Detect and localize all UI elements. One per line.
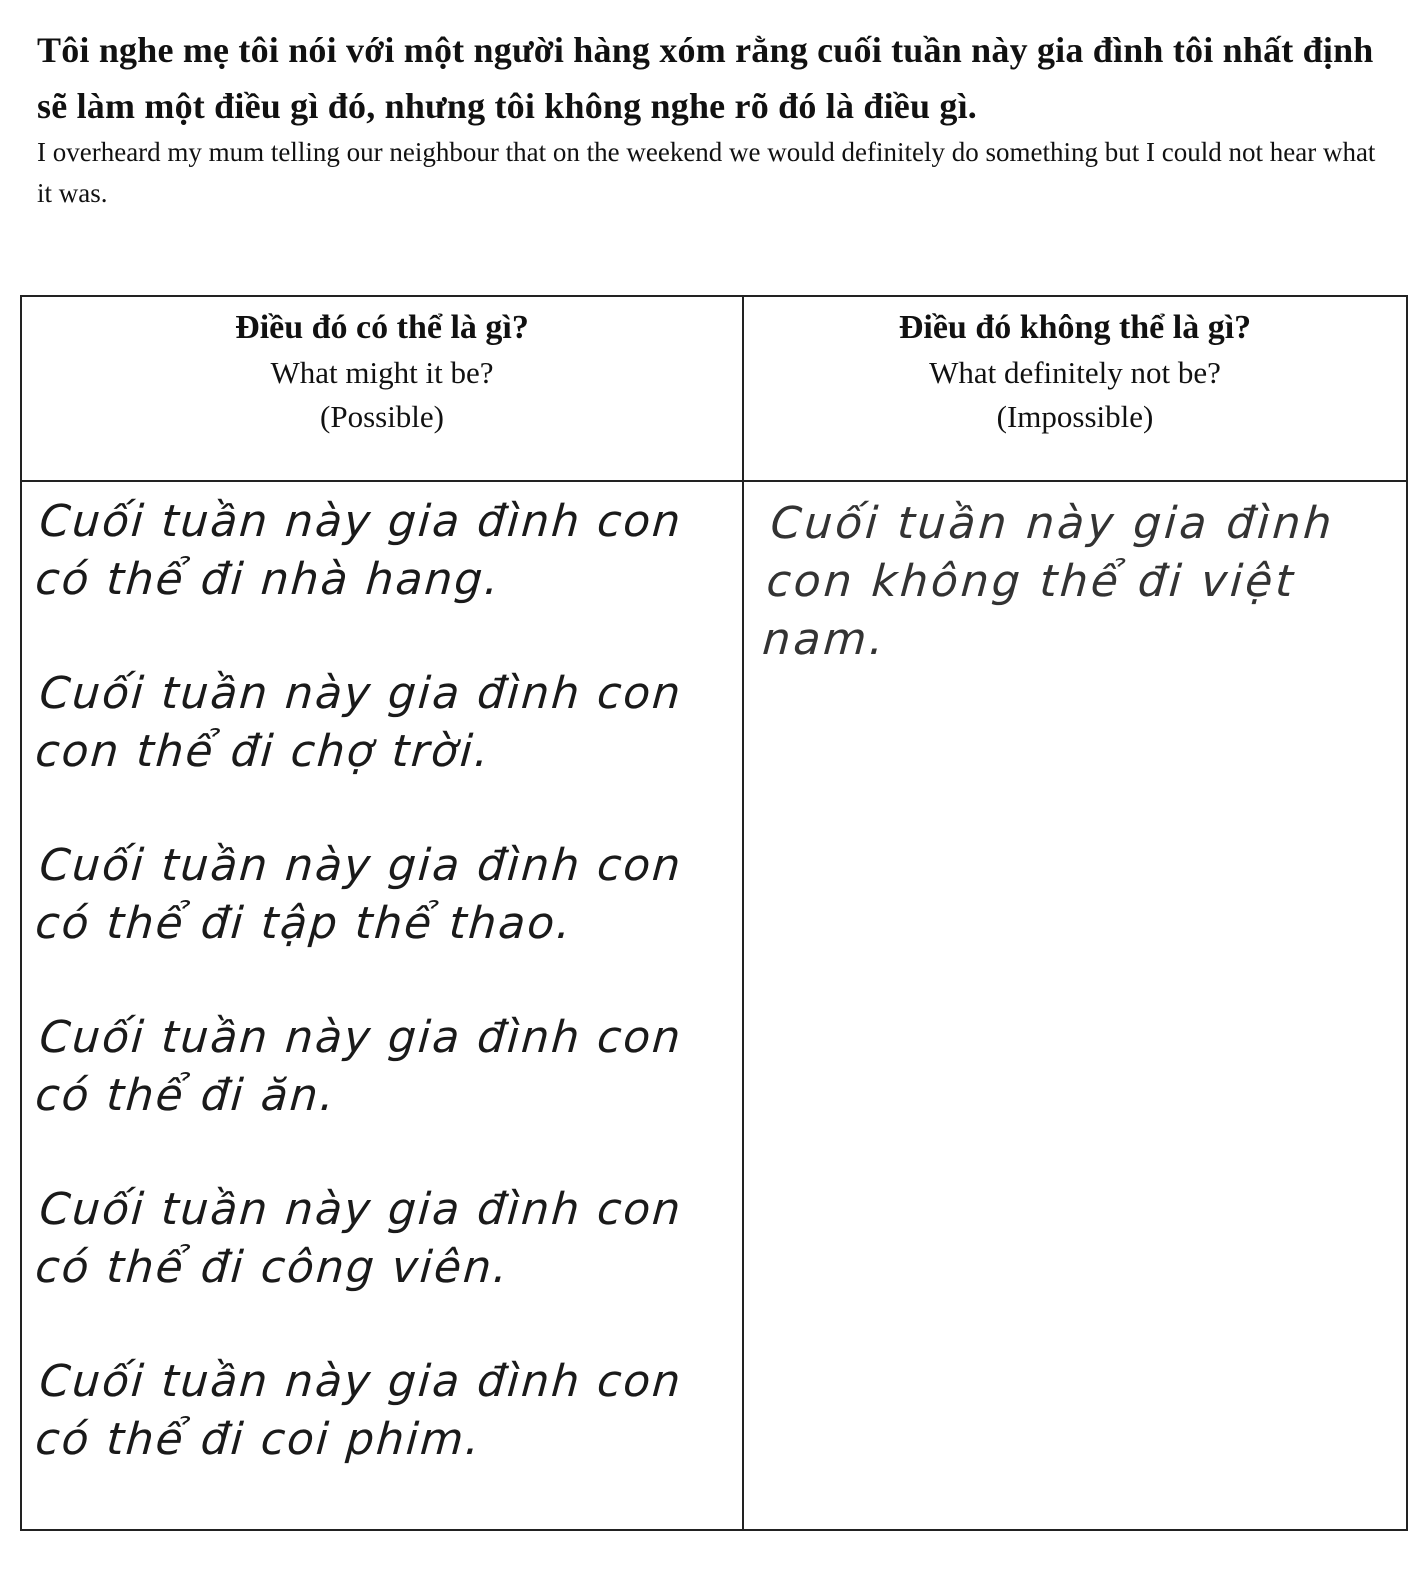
possible-answers-list xyxy=(33,487,731,1519)
possible-answer: Cuối tuần này gia đình con có thể đi tập thể thao. xyxy=(33,840,684,949)
possible-answer: Cuối tuần này gia đình con có thể đi ăn. xyxy=(33,1012,684,1121)
prompt-english: I overheard my mum telling our neighbour that on the weekend we would definitely do something but I could not hear what it was. xyxy=(37,137,1376,208)
impossible-column-header xyxy=(744,305,1406,439)
possible-answer: Cuối tuần này gia đình con có thể đi công viên. xyxy=(33,1184,684,1293)
possible-answer: Cuối tuần này gia đình con con thể đi chợ trời. xyxy=(33,668,684,777)
prompt-vietnamese: Tôi nghe mẹ tôi nói với một người hàng xóm rằng cuối tuần này gia đình tôi nhất định sẽ làm một điều gì đó, nhưng tôi không nghe rõ đó là điều gì. xyxy=(37,30,1374,126)
header-divider xyxy=(22,480,1406,482)
possible-answer: Cuối tuần này gia đình con có thể đi coi phim. xyxy=(33,1356,684,1465)
possible-column-header xyxy=(22,305,742,439)
impossible-answers-list xyxy=(760,487,1387,669)
task-prompt xyxy=(37,22,1397,214)
possible-heading-vietnamese: Điều đó có thể là gì? xyxy=(235,309,529,346)
worksheet-table xyxy=(20,295,1408,1531)
impossible-answer: Cuối tuần này gia đình con không thể đi việt nam. xyxy=(760,498,1337,665)
possible-answer: Cuối tuần này gia đình con có thể đi nhà hang. xyxy=(33,496,684,605)
possible-heading-note: (Possible) xyxy=(320,399,444,434)
impossible-heading-note: (Impossible) xyxy=(996,399,1154,434)
possible-heading-english: What might it be? xyxy=(270,355,494,390)
impossible-heading-vietnamese: Điều đó không thể là gì? xyxy=(898,309,1252,346)
impossible-heading-english: What definitely not be? xyxy=(929,355,1221,390)
